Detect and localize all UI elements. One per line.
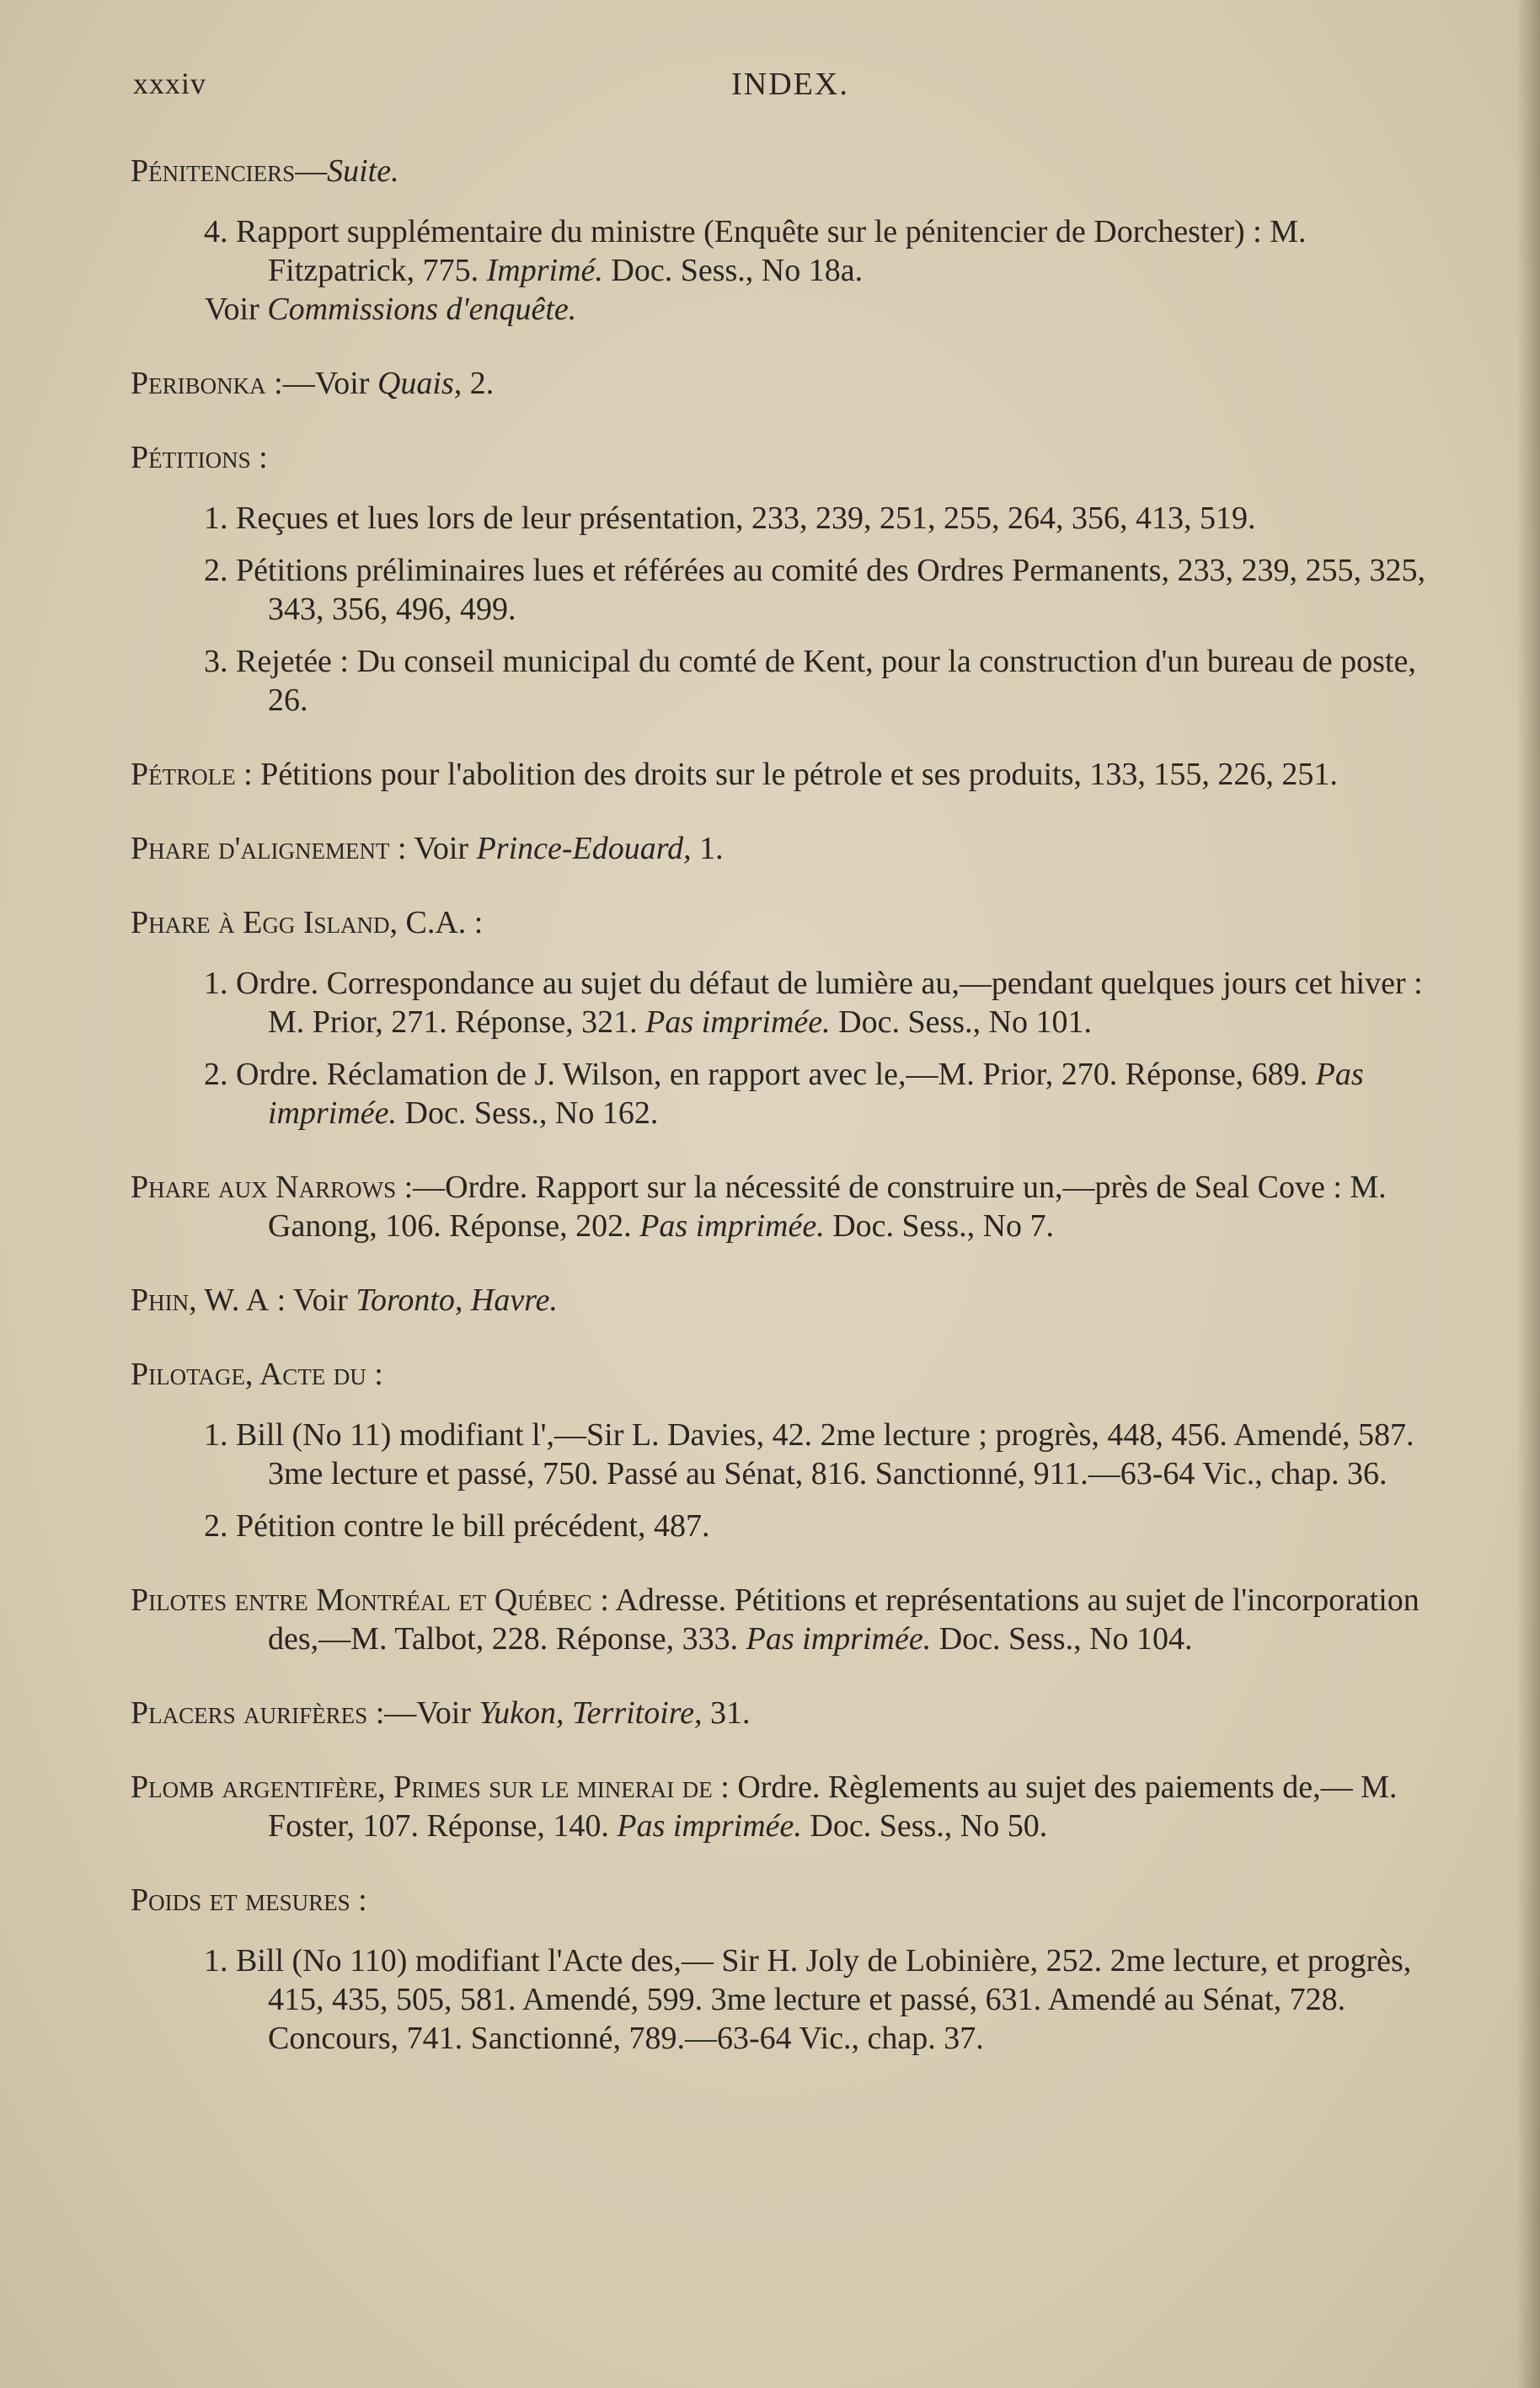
index-entry: [131, 829, 1453, 868]
entry-heading-line: [131, 152, 1453, 190]
entry-text: :—Voir: [265, 366, 377, 401]
entry-heading: Phin, W. A: [131, 1282, 270, 1318]
entry-text: : Pétitions pour l'abolition des droits sur le pétrole et ses produits, 133, 155, 226, 251.: [235, 757, 1338, 792]
item-italic: Pas imprimée.: [268, 1057, 1364, 1131]
index-entry: [131, 903, 1453, 1132]
item-text: Pétitions préliminaires lues et référées au comité des Ordres Permanents, 233, 239, 255, 325, 343, 356, 496, 499.: [236, 553, 1425, 627]
entry-text: : Ordre. Règlements au sujet des paiements de,— M. Foster, 107. Réponse, 140.: [268, 1770, 1398, 1844]
entry-heading: Placers aurifères: [131, 1695, 368, 1731]
entry-italic: Toronto, Havre.: [356, 1282, 558, 1318]
entry-tail: Doc. Sess., No 7.: [824, 1208, 1055, 1244]
entry-item: [131, 551, 1453, 629]
entry-italic: Pas imprimée.: [617, 1808, 802, 1844]
entry-item: [131, 1941, 1453, 2058]
entry-italic: Pas imprimée.: [639, 1208, 825, 1244]
item-tail: Doc. Sess., No 162.: [397, 1095, 659, 1131]
entry-heading: Phare d'alignement: [131, 831, 390, 866]
index-entry: [131, 1581, 1453, 1658]
index-entry: [131, 1881, 1453, 2058]
item-italic: Imprimé.: [486, 253, 603, 288]
entry-heading: Pénitenciers—: [131, 153, 328, 189]
item-text: Ordre. Correspondance au sujet du défaut de lumière au,—pendant quelques jours cet hiver : M. Prior, 271. Réponse, 321.: [236, 966, 1423, 1040]
item-number: 1.: [204, 501, 228, 536]
entry-item: [131, 499, 1453, 538]
item-text: Ordre. Réclamation de J. Wilson, en rapport avec le,—M. Prior, 270. Réponse, 689.: [236, 1057, 1308, 1092]
item-text: Rejetée : Du conseil municipal du comté de Kent, pour la construction d'un bureau de poste, 26.: [236, 644, 1416, 718]
item-text: Bill (No 110) modifiant l'Acte des,— Sir H. Joly de Lobinière, 252. 2me lecture, et progrès, 415, 435, 505, 581. Amendé, 599. 3me lecture et passé, 631. Amendé au Sénat, 728. Concours, 741. Sanctionné, 789.—63-64 Vic., chap. 37.: [236, 1943, 1412, 2056]
entry-text: : Adresse. Pétitions et représentations au sujet de l'incorporation des,—M. Talbot, 228. Réponse, 333.: [268, 1582, 1420, 1657]
entry-text: :—Ordre. Rapport sur la nécessité de construire un,—près de Seal Cove : M. Ganong, 106. Réponse, 202.: [268, 1170, 1387, 1244]
index-entry: [131, 364, 1453, 403]
item-number: 2.: [204, 1057, 228, 1092]
entry-tail: Doc. Sess., No 50.: [801, 1808, 1048, 1844]
index-entry: [131, 1355, 1453, 1545]
index-entry: [131, 1168, 1453, 1245]
entry-tail: 2.: [462, 366, 495, 401]
entry-item: [131, 1416, 1453, 1493]
entry-heading: Pilotage, Acte du :: [131, 1357, 383, 1392]
item-number: 1.: [204, 966, 228, 1001]
entry-heading: Plomb argentifère, Primes sur le minerai de: [131, 1770, 713, 1805]
page-edge-shadow: [1516, 0, 1540, 2388]
index-entry: [131, 1694, 1453, 1732]
entry-tail: 1.: [691, 831, 724, 866]
item-text: Rapport supplémentaire du ministre (Enquête sur le pénitencier de Dorchester) : M. Fitzpatrick, 775.: [236, 214, 1307, 288]
item-number: 2.: [204, 1508, 228, 1544]
entry-heading: Pétitions :: [131, 440, 268, 475]
entry-heading: Poids et mesures :: [131, 1882, 367, 1918]
entry-tail: 31.: [702, 1695, 751, 1731]
item-number: 4.: [204, 214, 228, 249]
item-number: 3.: [204, 644, 228, 679]
page-number: xxxiv: [133, 67, 207, 100]
index-content: [131, 152, 1453, 2058]
entry-item: [131, 964, 1453, 1041]
entry-italic: Prince-Edouard,: [476, 831, 692, 866]
item-number: 1.: [204, 1943, 228, 1978]
item-text: Bill (No 11) modifiant l',—Sir L. Davies, 42. 2me lecture ; progrès, 448, 456. Amendé, 587. 3me lecture et passé, 750. Passé au Sénat, 816. Sanctionné, 911.—63-64 Vic., chap. 36.: [236, 1417, 1414, 1491]
index-entry: [131, 1768, 1453, 1845]
page-header: [133, 66, 1447, 116]
index-entry: [131, 1281, 1453, 1320]
page-title: INDEX.: [731, 67, 849, 102]
entry-italic: Yukon, Territoire,: [479, 1695, 703, 1731]
entry-italic: Quais,: [377, 366, 463, 401]
entry-heading: Pilotes entre Montréal et Québec: [131, 1582, 592, 1618]
entry-tail: Doc. Sess., No 104.: [931, 1621, 1193, 1657]
item-number: 1.: [204, 1417, 228, 1453]
index-entry: [131, 152, 1453, 329]
entry-italic: Pas imprimée.: [746, 1621, 932, 1657]
entry-text: : Voir: [389, 831, 477, 866]
index-entry: [131, 755, 1453, 794]
item-tail: Doc. Sess., No 18a.: [602, 253, 864, 288]
see-also-prefix: Voir: [205, 292, 268, 327]
entry-item: [131, 642, 1453, 720]
entry-heading-suffix: Suite.: [327, 153, 399, 189]
entry-text: : Voir: [269, 1282, 356, 1318]
item-tail: Doc. Sess., No 101.: [830, 1004, 1092, 1040]
item-text: Pétition contre le bill précédent, 487.: [236, 1508, 710, 1544]
entry-text: :—Voir: [367, 1695, 479, 1731]
entry-heading: Phare à Egg Island, C.A. :: [131, 905, 484, 940]
item-text: Reçues et lues lors de leur présentation, 233, 239, 251, 255, 264, 356, 413, 519.: [236, 501, 1256, 536]
entry-item: [131, 1055, 1453, 1132]
entry-item: [131, 212, 1453, 290]
entry-heading: Pétrole: [131, 757, 236, 792]
see-also-ref: Commissions d'enquête.: [267, 292, 577, 327]
item-number: 2.: [204, 553, 228, 588]
item-italic: Pas imprimée.: [645, 1004, 831, 1040]
entry-item: [131, 1507, 1453, 1545]
entry-heading: Phare aux Narrows: [131, 1170, 397, 1205]
entry-heading: Peribonka: [131, 366, 266, 401]
see-also-line: [131, 290, 1453, 329]
index-entry: [131, 438, 1453, 720]
